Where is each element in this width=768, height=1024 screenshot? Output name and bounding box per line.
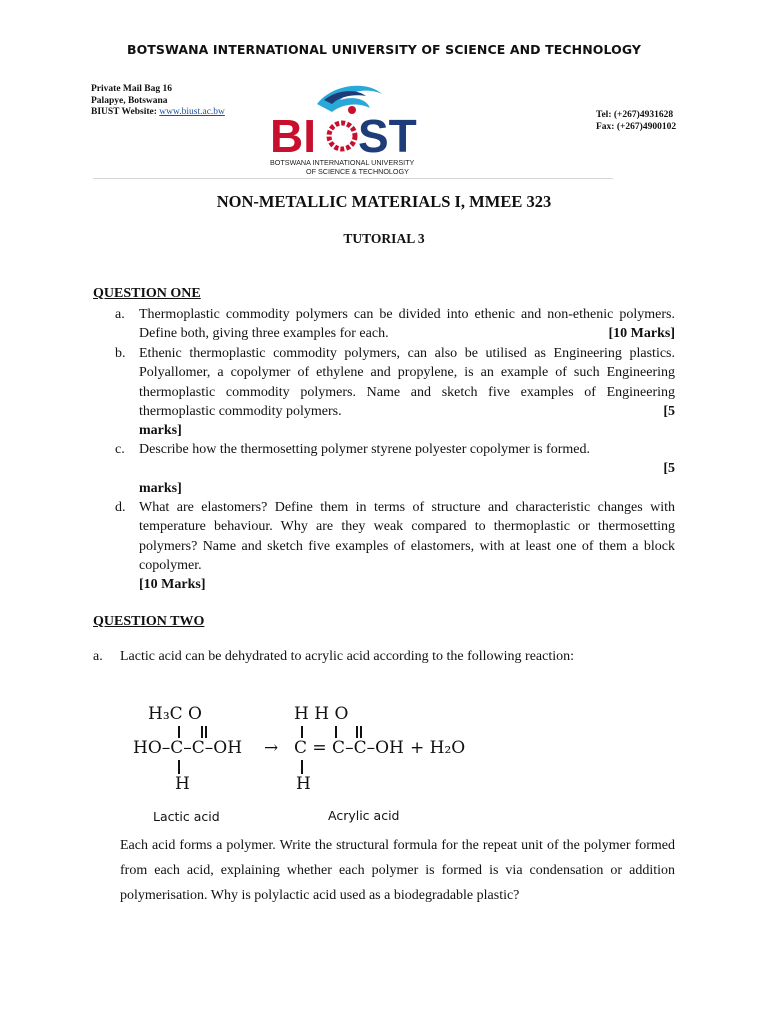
acrylic-acid-label: Acrylic acid: [328, 808, 400, 823]
question-two-heading: QUESTION TWO: [93, 614, 205, 629]
svg-text:BI: BI: [270, 110, 316, 162]
q1-item-c-marks-b: marks]: [139, 480, 182, 496]
q1-item-c-marks-a: [5: [663, 461, 675, 477]
acrylic-top: H H O: [294, 704, 349, 724]
q1-item-d-text: What are elastomers? Define them in terms of structure and characteristic changes with temperature behaviour. Why are they weak compared to thermoplastic or thermosetting polymers? Name and sketch five examples of elastomers, with at least one of them a block copolymer.: [139, 500, 675, 573]
q1-item-d: [115, 498, 675, 594]
website-label: BIUST Website:: [91, 107, 157, 117]
question-one-heading: QUESTION ONE: [93, 286, 201, 301]
q1-item-b-label: b.: [115, 346, 126, 361]
q1-item-a-label: a.: [115, 307, 125, 322]
q1-item-c: [115, 440, 675, 498]
address-block: [91, 84, 225, 119]
q1-item-c-label: c.: [115, 442, 125, 457]
address-line-1: Private Mail Bag 16: [91, 84, 172, 94]
tel-line: Tel: (+267)4931628: [596, 110, 674, 120]
q1-item-a-marks: [10 Marks]: [608, 326, 675, 342]
logo-gear-icon: [329, 123, 355, 149]
lactic-acid-label: Lactic acid: [153, 809, 220, 824]
reaction-arrow: →: [264, 738, 279, 758]
lactic-top: H₃C O: [148, 704, 202, 724]
tutorial-title: TUTORIAL 3: [343, 231, 425, 246]
q1-item-b-text: Ethenic thermoplastic commodity polymers, can also be utilised as Engineering plastics. Polyallomer, a copolymer of ethylene and propylene, is an example of such Engineering thermoplastic commodity polymers. Name and sketch five examples of Engineering thermoplastic commodity polymers.: [139, 346, 675, 419]
q1-item-d-label: d.: [115, 500, 126, 515]
acrylic-bot: H: [296, 774, 311, 794]
q1-item-a-text: Thermoplastic commodity polymers can be divided into ethenic and non-ethenic polymers. Define both, giving three examples for each.: [139, 307, 675, 342]
lactic-mid: HO–C–C–OH: [133, 738, 243, 758]
biust-logo: [262, 82, 442, 178]
q1-item-b: [115, 344, 675, 440]
water-product: + H₂O: [410, 738, 466, 758]
q1-item-d-marks: [10 Marks]: [139, 577, 206, 593]
q1-item-b-marks-b: marks]: [139, 423, 182, 439]
logo-sub-1: BOTSWANA INTERNATIONAL UNIVERSITY: [270, 158, 415, 167]
header-divider: [93, 178, 613, 179]
course-title: NON-METALLIC MATERIALS I, MMEE 323: [216, 192, 552, 211]
q2-item-a-text: Lactic acid can be dehydrated to acrylic acid according to the following reaction:: [120, 649, 575, 664]
q2-paragraph: Each acid forms a polymer. Write the structural formula for the repeat unit of the polymer formed from each acid, explaining whether each polymer is formed is via condensation or addition polymerisation. Why is polylactic acid used as a biodegradable plastic?: [120, 838, 675, 903]
q1-item-b-marks-a: [5: [663, 403, 675, 419]
logo-sub-2: OF SCIENCE & TECHNOLOGY: [306, 167, 409, 176]
website-line: [91, 107, 225, 119]
fax-line: Fax: (+267)4900102: [596, 122, 677, 132]
lactic-bot: H: [175, 774, 190, 794]
contact-block: [596, 109, 676, 133]
q1-item-a: [115, 305, 675, 344]
address-line-2: Palapye, Botswana: [91, 95, 168, 106]
acrylic-mid: C = C–C–OH: [294, 738, 404, 758]
svg-text:ST: ST: [358, 110, 417, 162]
university-name: BOTSWANA INTERNATIONAL UNIVERSITY OF SCIENCE AND TECHNOLOGY: [126, 42, 642, 57]
q2-item-a-label: a.: [93, 649, 103, 664]
website-link[interactable]: www.biust.ac.bw: [159, 107, 225, 117]
q1-item-c-text: Describe how the thermosetting polymer styrene polyester copolymer is formed.: [139, 442, 590, 457]
